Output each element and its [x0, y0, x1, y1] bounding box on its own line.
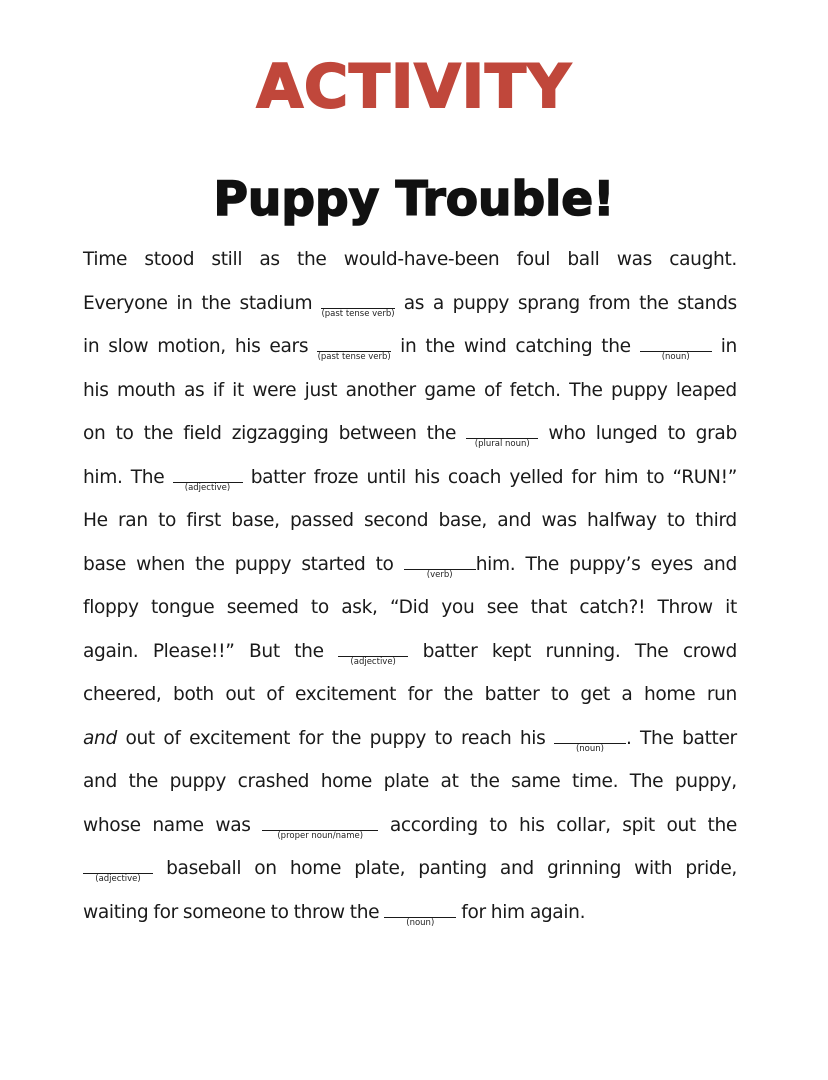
story-word: him.: [83, 466, 123, 488]
fill-in-blank[interactable]: [173, 466, 243, 493]
story-word: The: [640, 727, 674, 749]
story-word: him.: [475, 553, 516, 575]
fill-in-blank[interactable]: [262, 814, 378, 841]
story-word: catching: [515, 336, 593, 357]
blank-hint-label: (adjective): [184, 482, 231, 493]
story-word: .: [625, 727, 632, 749]
story-word: ran: [118, 510, 148, 531]
story-word: motion,: [157, 336, 226, 357]
story-word: yelled: [509, 466, 564, 488]
story-word: in: [176, 292, 193, 314]
story-word: out: [125, 727, 155, 749]
story-word: as: [403, 292, 425, 314]
story-word: stands: [677, 292, 737, 314]
story-word: to: [115, 423, 134, 444]
story-word: same: [511, 771, 561, 792]
story-word: of: [266, 684, 284, 705]
story-word: wind: [463, 336, 507, 357]
blank-hint-label: (adjective): [350, 656, 396, 667]
story-word: ball: [567, 249, 600, 270]
story-word: plate,: [354, 858, 406, 879]
story-word: But: [249, 640, 280, 662]
story-word: seemed: [226, 597, 299, 618]
story-word: started: [301, 553, 366, 575]
story-word: the: [195, 553, 225, 575]
story-word: batter: [484, 684, 540, 705]
story-word: the: [425, 336, 455, 357]
fill-in-blank[interactable]: [640, 335, 712, 362]
story-word: puppy: [169, 771, 227, 792]
fill-in-blank[interactable]: [338, 640, 408, 667]
story-word: crashed: [237, 771, 310, 792]
story-word: base: [83, 553, 126, 575]
story-line: [83, 675, 737, 719]
story-word: to: [375, 553, 394, 575]
story-line: [83, 284, 737, 328]
story-word: the: [294, 640, 324, 662]
story-word: halfway: [586, 510, 657, 531]
story-word: puppy,: [674, 771, 737, 792]
story-line: [83, 458, 737, 502]
story-word: to: [667, 423, 686, 444]
story-word: the: [426, 423, 457, 444]
story-word: from: [588, 292, 631, 314]
story-line: [83, 719, 737, 763]
fill-in-group: [384, 893, 456, 933]
story-word: puppy: [369, 727, 427, 749]
story-word: according: [389, 814, 478, 836]
story-word: on: [254, 858, 277, 879]
story-word: to: [550, 684, 569, 705]
fill-in-group: [321, 284, 395, 324]
story-word: the: [707, 814, 737, 836]
story-word: the: [349, 901, 380, 923]
story-word: the: [639, 292, 669, 314]
story-word: still: [211, 249, 243, 270]
story-word: puppy’s: [569, 553, 641, 575]
story-word: and: [497, 510, 532, 531]
story-word: The: [130, 466, 165, 488]
story-word: see: [486, 597, 519, 618]
story-word: ask,: [341, 597, 378, 618]
story-word: stood: [144, 249, 195, 270]
story-word: in: [400, 336, 417, 357]
story-word: floppy: [83, 597, 139, 618]
story-line: [83, 240, 737, 284]
story-word: someone: [182, 901, 266, 923]
story-word: The: [525, 553, 559, 575]
story-word: him: [490, 901, 525, 923]
fill-in-blank[interactable]: [384, 901, 456, 928]
story-word: the: [443, 684, 474, 705]
story-word: Throw: [657, 597, 713, 618]
fill-in-blank[interactable]: [317, 335, 391, 362]
story-word: collar,: [556, 814, 611, 836]
story-line: [83, 414, 737, 458]
story-word: base,: [438, 510, 487, 531]
story-word: that: [530, 597, 568, 618]
blank-hint-label: (proper noun/name): [277, 830, 364, 841]
story-word: for: [153, 901, 178, 923]
story-word: home: [320, 771, 373, 792]
story-word: coach: [447, 466, 502, 488]
story-word: to: [646, 466, 665, 488]
story-word: another: [345, 379, 416, 401]
story-word: as: [259, 249, 280, 270]
story-word: home: [289, 858, 342, 879]
story-word: to: [489, 814, 508, 836]
story-word: the: [201, 292, 231, 314]
story-word: puppy: [611, 379, 668, 401]
story-word: leaped: [675, 379, 737, 401]
story-word: caught.: [669, 249, 737, 270]
story-word: to: [158, 510, 177, 531]
story-word: would-have-been: [343, 249, 500, 270]
story-word: for: [571, 466, 596, 488]
fill-in-blank[interactable]: [404, 553, 476, 580]
story-word: running.: [545, 640, 621, 662]
story-word: the: [143, 423, 174, 444]
story-word: until: [366, 466, 406, 488]
story-word: again.: [83, 640, 139, 662]
story-word: both: [173, 684, 214, 705]
story-word: who: [548, 423, 586, 444]
story-word: lunged: [595, 423, 658, 444]
story-word: time.: [571, 771, 619, 792]
story-word: crowd: [682, 640, 737, 662]
story-line: [83, 501, 737, 545]
story-word: throw: [293, 901, 345, 923]
story-word: The: [634, 640, 669, 662]
story-word: was: [616, 249, 652, 270]
story-word: tongue: [150, 597, 215, 618]
story-word: a: [621, 684, 633, 705]
story-line: [83, 588, 737, 632]
story-word: the: [297, 249, 327, 270]
blank-hint-label: (adjective): [95, 874, 141, 884]
story-line: [83, 849, 737, 893]
story-line: [83, 371, 737, 415]
story-word: batter: [682, 727, 737, 749]
story-word: the: [128, 771, 158, 792]
story-word: mouth: [116, 379, 176, 401]
story-title: Puppy Trouble!: [213, 172, 615, 227]
story-word: his: [519, 814, 545, 836]
story-word: and: [702, 553, 737, 575]
story-word: in: [83, 336, 100, 357]
story-word: run: [706, 684, 737, 705]
story-word: game: [424, 379, 476, 401]
story-word: He: [83, 510, 108, 531]
blank-hint-label: (past tense verb): [317, 352, 391, 362]
story-word: “Did: [389, 597, 429, 618]
story-word: home: [643, 684, 696, 705]
story-word: name: [152, 814, 204, 836]
fill-in-group: [640, 327, 712, 367]
story-word: the: [470, 771, 500, 792]
story-word: The: [569, 379, 603, 401]
story-word: foul: [516, 249, 551, 270]
fill-in-blank[interactable]: [321, 292, 395, 319]
story-word: in: [720, 336, 737, 357]
story-word: to: [667, 510, 685, 531]
blank-hint-label: (noun): [661, 352, 690, 362]
story-word: out: [666, 814, 696, 836]
story-word: his: [234, 336, 261, 357]
story-word: was: [541, 510, 577, 531]
fill-in-group: [262, 806, 378, 846]
story-word: excitement: [189, 727, 291, 749]
activity-heading: ACTIVITY: [256, 52, 572, 122]
story-word: plate: [383, 771, 429, 792]
story-word: between: [338, 423, 417, 444]
blank-hint-label: (past tense verb): [321, 308, 395, 319]
story-word: kept: [491, 640, 532, 662]
story-word: catch?!: [579, 597, 646, 618]
blank-hint-label: (plural noun): [474, 439, 530, 449]
story-word: it: [725, 597, 737, 618]
story-word: for: [461, 901, 486, 923]
story-word: out: [225, 684, 255, 705]
story-word: sprang: [517, 292, 580, 314]
story-word: his: [414, 466, 440, 488]
story-word: batter: [422, 640, 478, 662]
story-word: the: [601, 336, 631, 357]
story-line: [83, 632, 737, 676]
fill-in-group: [338, 632, 408, 672]
story-word: froze: [313, 466, 359, 488]
story-line: [83, 806, 737, 850]
story-word: Everyone: [83, 292, 168, 314]
blank-hint-label: (verb): [426, 569, 453, 580]
fill-in-group: [317, 327, 391, 367]
fill-in-group: [554, 719, 632, 759]
story-word: was: [215, 814, 251, 836]
story-word: grab: [695, 423, 737, 444]
story-word: puppy: [452, 292, 510, 314]
story-word: eyes: [650, 553, 693, 575]
story-word: it: [232, 379, 244, 401]
fill-in-group: [173, 458, 243, 498]
blank-hint-label: (noun): [406, 917, 435, 928]
story-word: base,: [231, 510, 280, 531]
story-word: at: [440, 771, 459, 792]
story-word: for: [298, 727, 324, 749]
story-body: [83, 240, 737, 936]
story-word: on: [83, 423, 106, 444]
fill-in-group: [404, 545, 516, 585]
story-word: to: [434, 727, 453, 749]
story-word: when: [136, 553, 185, 575]
story-word: again.: [529, 901, 586, 923]
fill-in-group: [83, 849, 153, 889]
story-word: slow: [108, 336, 149, 357]
story-word: batter: [250, 466, 306, 488]
fill-in-group: [466, 414, 538, 454]
story-line: [83, 893, 737, 937]
story-word: Please!!”: [152, 640, 235, 662]
story-word: his: [519, 727, 546, 749]
story-word: field: [183, 423, 222, 444]
story-word: zigzagging: [231, 423, 329, 444]
story-word: to: [270, 901, 289, 923]
story-word: waiting: [83, 901, 149, 923]
story-line: [83, 327, 737, 371]
story-word: baseball: [166, 858, 242, 879]
story-word: second: [363, 510, 429, 531]
story-word: whose: [83, 814, 141, 836]
story-word: get: [580, 684, 610, 705]
blank-hint-label: (noun): [575, 743, 604, 754]
story-word: you: [441, 597, 475, 618]
story-word: a: [432, 292, 444, 314]
story-word: were: [252, 379, 297, 401]
story-word: his: [83, 379, 109, 401]
story-word: third: [695, 510, 737, 531]
story-word: of: [163, 727, 181, 749]
story-word: the: [331, 727, 362, 749]
fill-in-blank[interactable]: [83, 857, 153, 884]
story-word: and: [83, 727, 117, 749]
story-word: puppy: [234, 553, 292, 575]
story-word: of: [483, 379, 502, 401]
story-word: just: [304, 379, 338, 401]
story-word: grinning: [546, 858, 622, 879]
story-word: cheered,: [83, 684, 162, 705]
fill-in-blank[interactable]: [466, 422, 538, 449]
story-word: fetch.: [509, 379, 561, 401]
story-word: reach: [461, 727, 512, 749]
story-word: to: [310, 597, 329, 618]
story-word: ears: [269, 336, 309, 357]
story-word: stadium: [239, 292, 313, 314]
story-word: if: [212, 379, 224, 401]
story-line: [83, 762, 737, 806]
story-word: Time: [83, 249, 128, 270]
story-line: [83, 545, 737, 589]
story-word: passed: [289, 510, 354, 531]
story-word: spit: [622, 814, 655, 836]
story-word: pride,: [685, 858, 737, 879]
story-word: with: [634, 858, 673, 879]
story-word: for: [407, 684, 433, 705]
story-word: panting: [418, 858, 487, 879]
story-word: as: [183, 379, 205, 401]
story-word: “RUN!”: [672, 466, 737, 488]
story-word: and: [83, 771, 117, 792]
story-word: The: [629, 771, 664, 792]
story-word: him: [604, 466, 639, 488]
story-word: excitement: [295, 684, 397, 705]
story-word: and: [499, 858, 534, 879]
fill-in-blank[interactable]: [554, 727, 626, 754]
story-word: first: [186, 510, 221, 531]
